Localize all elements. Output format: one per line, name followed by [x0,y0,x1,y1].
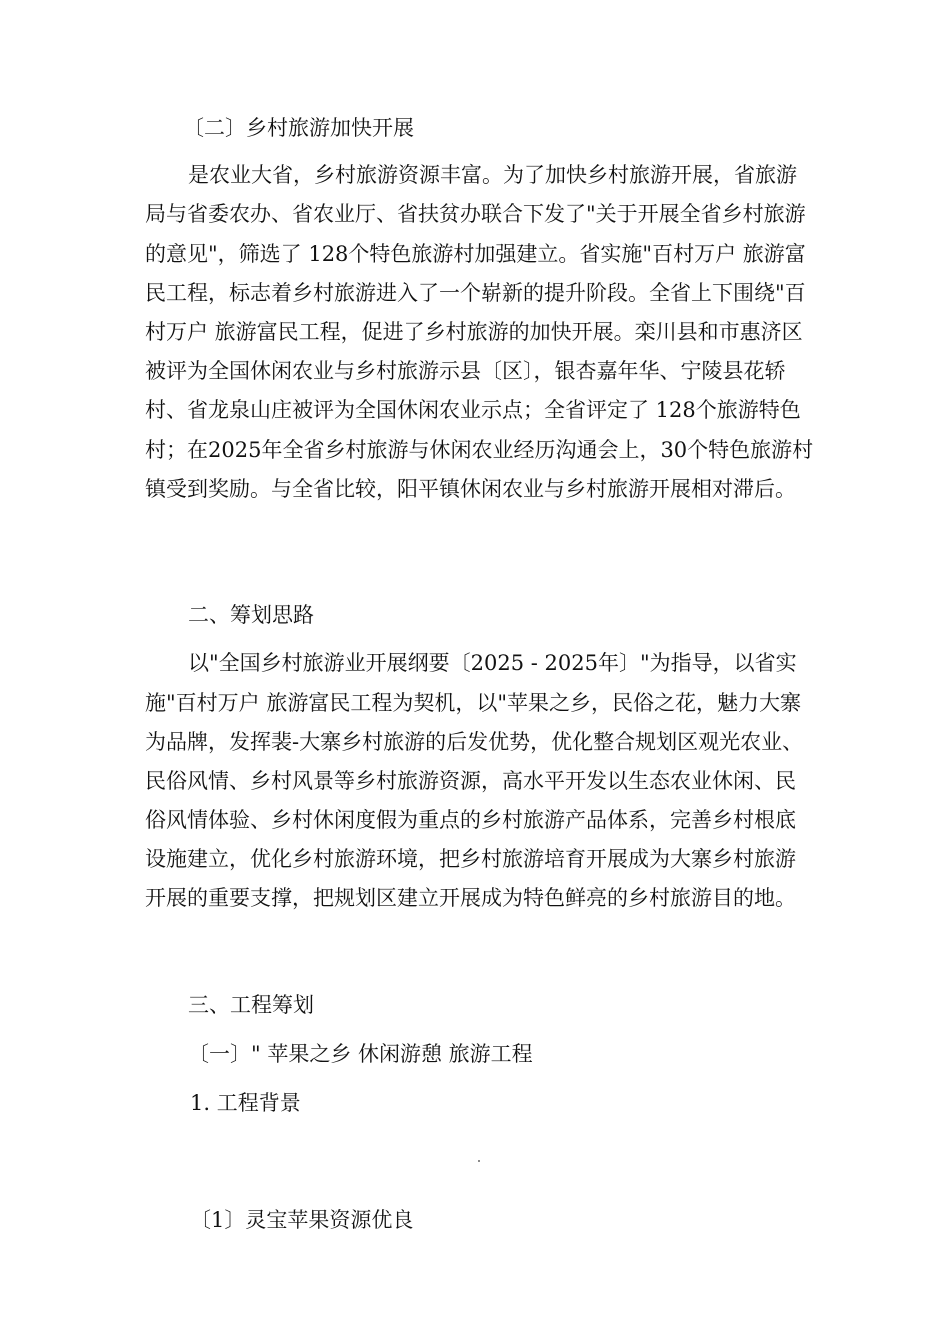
subsection-heading-apple-town: 〔一〕" 苹果之乡 休闲游憩 旅游工程 [188,1042,533,1066]
paragraph-line: 是农业大省，乡村旅游资源丰富。为了加快乡村旅游开展，省旅游 [188,163,797,187]
paragraph-line: 村；在2025年全省乡村旅游与休闲农业经历沟通会上，30个特色旅游村 [145,438,814,462]
section-heading-project: 三、工程筹划 [188,993,314,1017]
subsection-heading-background: 1. 工程背景 [190,1091,301,1115]
page-mark [478,1160,480,1162]
paragraph-line: 俗风情体验、乡村休闲度假为重点的乡村旅游产品体系，完善乡村根底 [145,808,796,832]
paragraph-line: 的意见"，筛选了 128个特色旅游村加强建立。省实施"百村万户 旅游富 [145,242,806,266]
paragraph-line: 设施建立，优化乡村旅游环境，把乡村旅游培育开展成为大寨乡村旅游 [145,847,796,871]
section-heading-rural-tourism: 〔二〕乡村旅游加快开展 [183,116,414,140]
paragraph-line: 镇受到奖励。与全省比较，阳平镇休闲农业与乡村旅游开展相对滞后。 [145,477,796,501]
section-heading-planning: 二、筹划思路 [188,603,314,627]
paragraph-line: 为品牌，发挥裴-大寨乡村旅游的后发优势，优化整合规划区观光农业、 [145,730,804,754]
paragraph-line: 被评为全国休闲农业与乡村旅游示县〔区〕，银杏嘉年华、宁陵县花轿 [145,359,786,383]
paragraph-line: 民工程，标志着乡村旅游进入了一个崭新的提升阶段。全省上下围绕"百 [145,281,806,305]
paragraph-line: 以"全国乡村旅游业开展纲要〔2025 - 2025年〕"为指导，以省实 [188,651,797,675]
paragraph-line: 村万户 旅游富民工程，促进了乡村旅游的加快开展。栾川县和市惠济区 [145,320,803,344]
paragraph-line: 施"百村万户 旅游富民工程为契机，以"苹果之乡，民俗之花，魅力大寨 [145,691,801,715]
paragraph-line: 开展的重要支撑，把规划区建立开展成为特色鲜亮的乡村旅游目的地。 [145,886,796,910]
subsection-heading-lingbao-apple: 〔1〕灵宝苹果资源优良 [190,1208,414,1232]
paragraph-line: 村、省龙泉山庄被评为全国休闲农业示点；全省评定了 128个旅游特色 [145,398,801,422]
paragraph-line: 民俗风情、乡村风景等乡村旅游资源，高水平开发以生态农业休闲、民 [145,769,796,793]
paragraph-line: 局与省委农办、省农业厅、省扶贫办联合下发了"关于开展全省乡村旅游 [145,202,806,226]
